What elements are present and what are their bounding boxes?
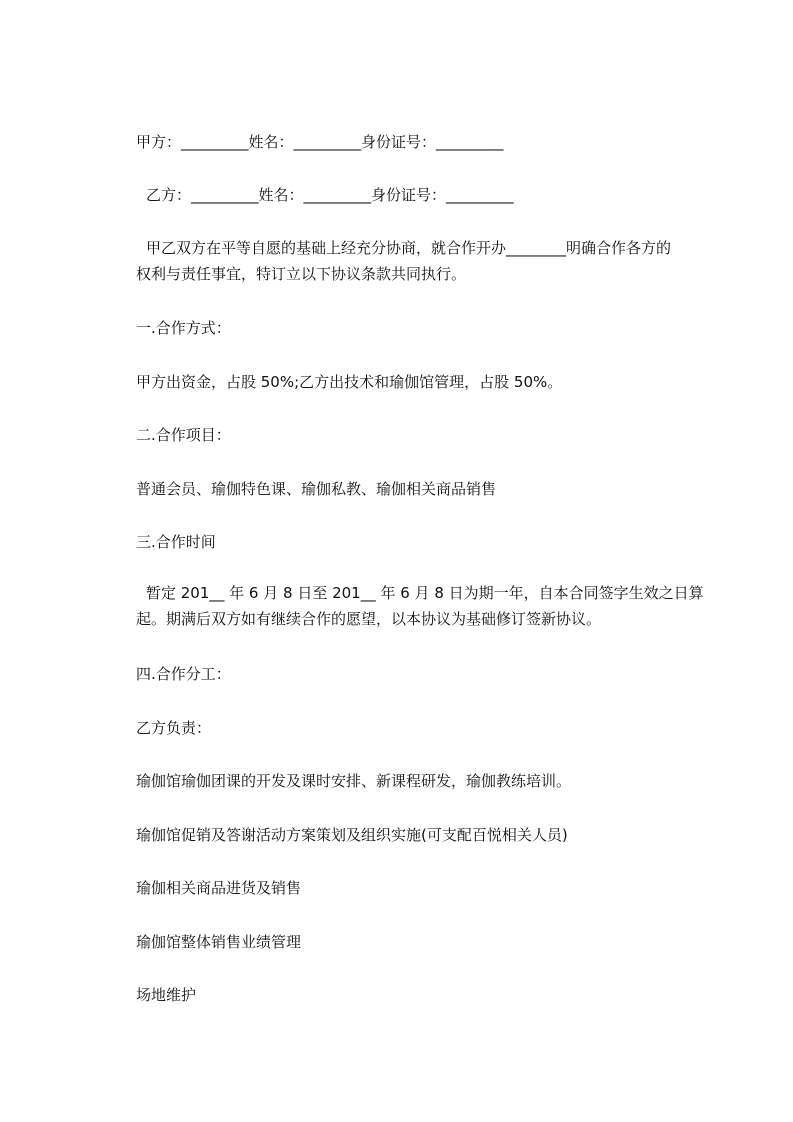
section-2-title: 二.合作项目： [136,426,231,444]
duty-item: 瑜伽馆整体销售业绩管理 [136,933,302,951]
party-b-line: 乙方：_________姓名：_________身份证号：_________ [146,186,514,204]
section-3-body-line-1: 暂定 201__ 年 6 月 8 日至 201__ 年 6 月 8 日为期一年，自本合同签字生效之日算 [146,584,704,602]
duty-item: 瑜伽馆促销及答谢活动方案策划及组织实施(可支配百悦相关人员) [136,826,568,844]
duty-item: 瑜伽相关商品进货及销售 [136,879,302,897]
intro-line-1: 甲乙双方在平等自愿的基础上经充分协商，就合作开办________明确合作各方的 [146,239,672,257]
section-2-body: 普通会员、瑜伽特色课、瑜伽私教、瑜伽相关商品销售 [136,480,497,498]
duty-item: 场地维护 [136,986,197,1004]
section-1-body: 甲方出资金，占股 50%;乙方出技术和瑜伽馆管理，占股 50%。 [136,373,563,391]
duty-item: 瑜伽馆瑜伽团课的开发及课时安排、新课程研发，瑜伽教练培训。 [136,772,572,790]
section-4-subtitle: 乙方负责： [136,719,212,737]
intro-line-2: 权利与责任事宜，特订立以下协议条款共同执行。 [136,265,467,283]
party-a-line: 甲方：_________姓名：_________身份证号：_________ [136,133,504,151]
section-4-title: 四.合作分工： [136,665,231,683]
section-3-body-line-2: 起。期满后双方如有继续合作的愿望，以本协议为基础修订签新协议。 [136,610,602,628]
section-3-title: 三.合作时间 [136,533,216,551]
section-1-title: 一.合作方式： [136,319,231,337]
